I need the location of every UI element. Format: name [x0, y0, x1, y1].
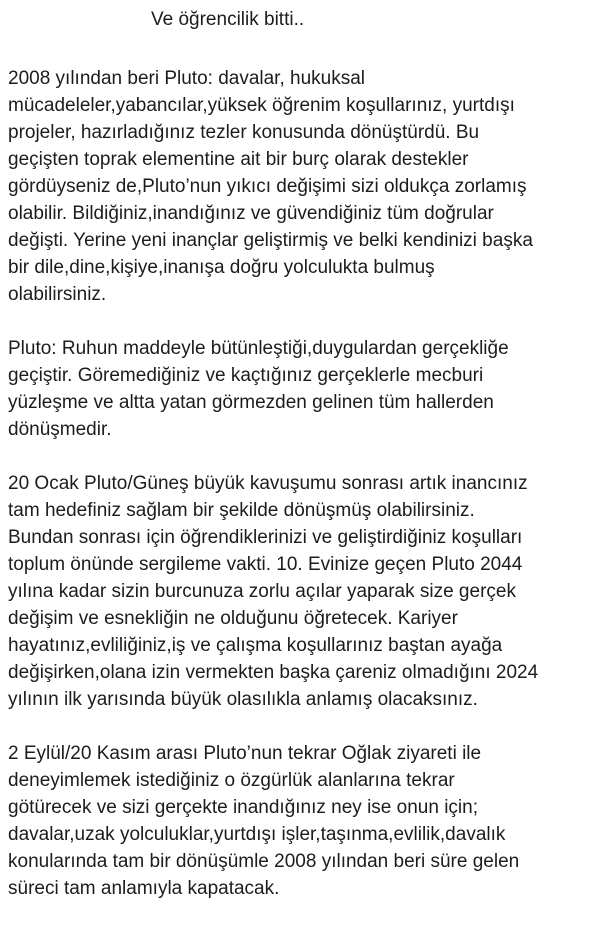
text-line: 20 Ocak Pluto/Güneş büyük kavuşumu sonrası artık inancınız: [8, 473, 528, 494]
text-line: değişti. Yerine yeni inançlar geliştirmiş ve belki kendinizi başka: [8, 230, 533, 251]
text-line: süreci tam anlamıyla kapatacak.: [8, 878, 280, 899]
text-line: yılının ilk yarısında büyük olasılıkla anlamış olacaksınız.: [8, 689, 478, 710]
paragraph-4: [8, 740, 598, 902]
text-line: değişim ve esnekliğin ne olduğunu öğretecek. Kariyer: [8, 608, 458, 629]
text-line: olabilir. Bildiğiniz,inandığınız ve güvendiğiniz tüm doğrular: [8, 203, 494, 224]
text-line: götürecek ve sizi gerçekte inandığınız ney ise onun için;: [8, 797, 478, 818]
text-line: deneyimlemek istediğiniz o özgürlük alanlarına tekrar: [8, 770, 455, 791]
paragraph-1: [8, 65, 598, 308]
text-line: geçişten toprak elementine ait bir burç olarak destekler: [8, 149, 469, 170]
text-line: geçiştir. Göremediğiniz ve kaçtığınız gerçeklerle mecburi: [8, 365, 484, 386]
text-line: bir dile,dine,kişiye,inanışa doğru yolculukta bulmuş: [8, 257, 435, 278]
paragraph-2: [8, 335, 598, 443]
text-line: değişirken,olana izin vermekten başka çareniz olmadığını 2024: [8, 662, 539, 683]
text-line: Bundan sonrası için öğrendiklerinizi ve geliştirdiğiniz koşulları: [8, 527, 523, 548]
text-line: yılına kadar sizin burcunuza zorlu açılar yaparak size gerçek: [8, 581, 516, 602]
text-line: hayatınız,evliliğiniz,iş ve çalışma koşullarınız baştan ayağa: [8, 635, 503, 656]
text-line: mücadeleler,yabancılar,yüksek öğrenim koşullarınız, yurtdışı: [8, 95, 515, 116]
document-title: Ve öğrencilik bitti..: [151, 9, 305, 30]
text-line: gördüyseniz de,Pluto’nun yıkıcı değişimi sizi oldukça zorlamış: [8, 176, 527, 197]
text-line: dönüşmedir.: [8, 419, 112, 440]
text-line: konularında tam bir dönüşümle 2008 yılından beri süre gelen: [8, 851, 520, 872]
text-line: 2 Eylül/20 Kasım arası Pluto’nun tekrar Oğlak ziyareti ile: [8, 743, 482, 764]
text-line: yüzleşme ve altta yatan görmezden gelinen tüm hallerden: [8, 392, 494, 413]
text-line: Pluto: Ruhun maddeyle bütünleştiği,duygulardan gerçekliğe: [8, 338, 509, 359]
paragraph-3: [8, 470, 598, 713]
text-line: davalar,uzak yolculuklar,yurtdışı işler,taşınma,evlilik,davalık: [8, 824, 506, 845]
text-line: toplum önünde sergileme vakti. 10. Evinize geçen Pluto 2044: [8, 554, 523, 575]
document-body: [8, 0, 598, 902]
text-line: olabilirsiniz.: [8, 284, 107, 305]
text-line: tam hedefiniz sağlam bir şekilde dönüşmüş olabilirsiniz.: [8, 500, 475, 521]
text-line: 2008 yılından beri Pluto: davalar, hukuksal: [8, 68, 366, 89]
text-line: projeler, hazırladığınız tezler konusunda dönüştürdü. Bu: [8, 122, 480, 143]
